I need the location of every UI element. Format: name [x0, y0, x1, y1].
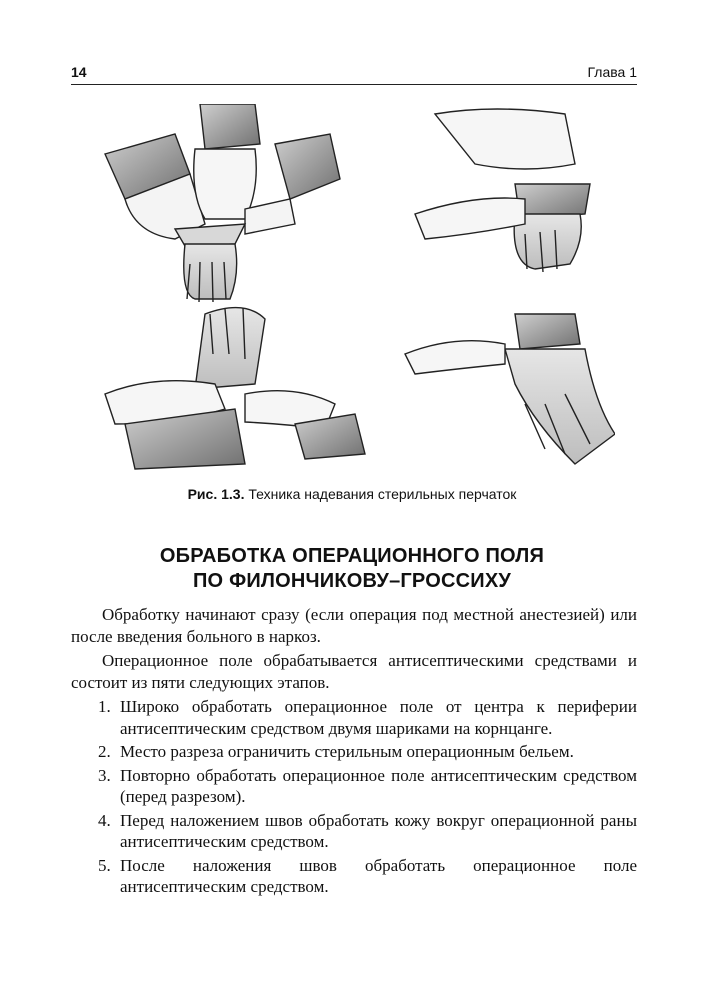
- steps-list: [71, 696, 637, 898]
- step-number: 5.: [98, 855, 111, 875]
- list-item: [71, 741, 637, 763]
- step-text: Перед наложением швов обработать кожу вокруг операционной раны антисептическим средством.: [120, 810, 637, 851]
- caption-text: Техника надевания стерильных перчаток: [248, 486, 517, 502]
- panel-3-drawing: [105, 308, 365, 469]
- list-item: [71, 810, 637, 853]
- page-number: 14: [71, 64, 87, 80]
- step-text: Место разреза ограничить стерильным операционным бельем.: [120, 742, 574, 761]
- glove-technique-figure: [95, 104, 615, 480]
- paragraph: Операционное поле обрабатывается антисептическими средствами и состоит из пяти следующих этапов.: [71, 651, 637, 692]
- chapter-label: Глава 1: [587, 64, 637, 80]
- step-number: 1.: [98, 697, 111, 716]
- page-header: [71, 62, 637, 85]
- caption-label: Рис. 1.3.: [187, 486, 245, 502]
- step-text: После наложения швов обработать операционное поле антисептическим средством.: [120, 855, 637, 896]
- section-title-line-1: ОБРАБОТКА ОПЕРАЦИОННОГО ПОЛЯ: [159, 545, 545, 567]
- panel-4-drawing: [405, 314, 615, 464]
- section-title: [0, 544, 704, 594]
- paragraph: Обработку начинают сразу (если операция под местной анестезией) или после введения больного в наркоз.: [71, 605, 637, 646]
- list-item: [71, 765, 637, 808]
- step-number: 4.: [98, 810, 111, 830]
- list-item: [71, 855, 637, 898]
- step-number: 3.: [98, 765, 111, 785]
- panel-2-drawing: [415, 109, 590, 272]
- step-text: Широко обработать операционное поле от центра к периферии антисептическим средством двумя шариками на корнцанге.: [120, 697, 637, 738]
- body-text: [71, 604, 637, 900]
- panel-1-drawing: [105, 104, 340, 302]
- figure-illustration: [95, 104, 615, 480]
- list-item: [71, 696, 637, 739]
- step-text: Повторно обработать операционное поле антисептическим средством (перед разрезом).: [120, 765, 637, 806]
- figure-caption: [0, 486, 704, 502]
- step-number: 2.: [98, 742, 111, 761]
- section-title-line-2: ПО ФИЛОНЧИКОВУ–ГРОССИХУ: [192, 570, 512, 592]
